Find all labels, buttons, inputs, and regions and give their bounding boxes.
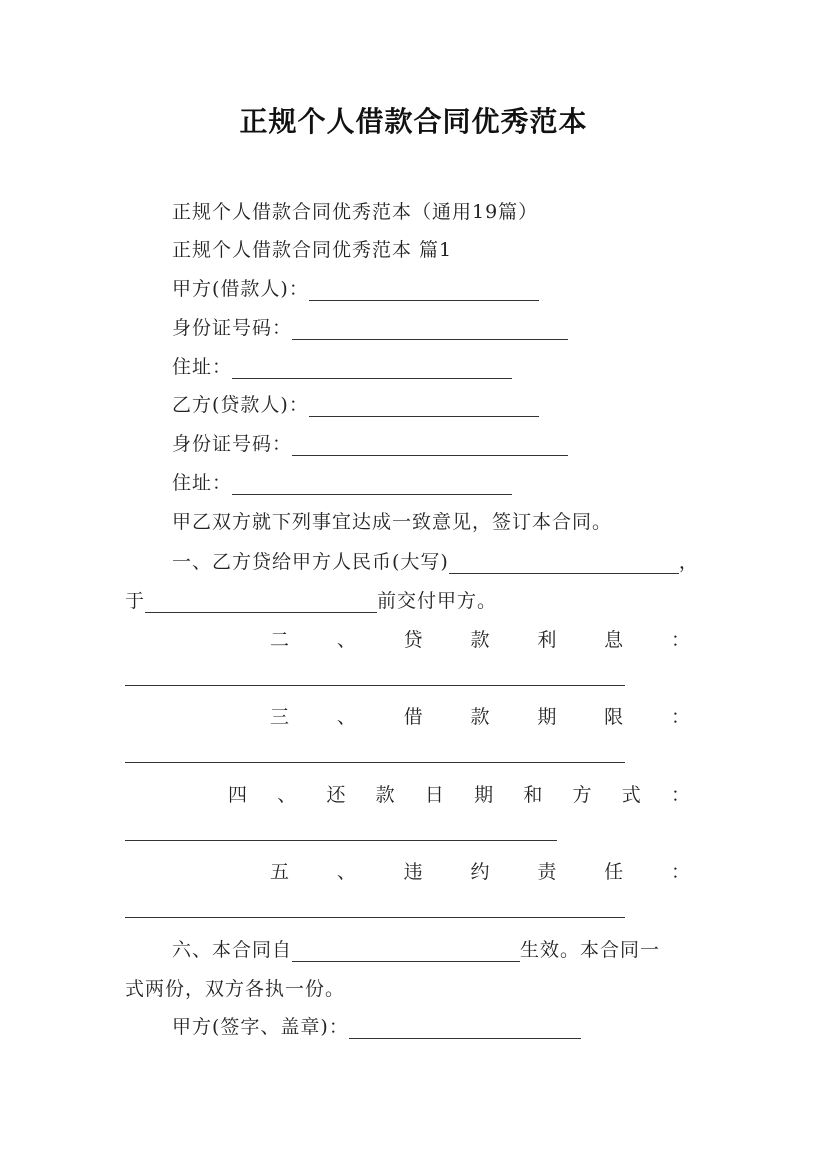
clause-5-char: 任	[604, 861, 624, 883]
clause-5-char: 约	[470, 861, 490, 883]
id-line-2	[172, 432, 568, 456]
clause-1-yu: 于	[125, 590, 146, 612]
clause-3-char: 借	[403, 706, 423, 728]
sign-a-label: 甲方(签字、盖章)：	[172, 1016, 349, 1038]
clause-4-blank[interactable]	[125, 840, 557, 841]
id-label-2: 身份证号码：	[172, 433, 293, 455]
clause-2-char: 款	[470, 629, 490, 651]
clause-4-char: 和	[523, 784, 543, 806]
clause-5-char: ：	[670, 861, 690, 883]
clause-3-char: 款	[470, 706, 490, 728]
address-label-2: 住址：	[172, 472, 233, 494]
clause-5-char: 违	[403, 861, 423, 883]
clause-5-blank[interactable]	[125, 917, 625, 918]
id-label-1: 身份证号码：	[172, 317, 293, 339]
address-blank-1[interactable]	[232, 358, 512, 379]
clause-2-heading	[125, 628, 690, 652]
clause-2-char: 二	[270, 629, 290, 651]
party-b-label: 乙方(贷款人)：	[172, 394, 309, 416]
clause-3-char: 、	[336, 706, 356, 728]
sign-a-blank[interactable]	[349, 1018, 581, 1039]
document-title: 正规个人借款合同优秀范本	[239, 105, 588, 138]
id-blank-2[interactable]	[292, 435, 568, 456]
clause-4-char: 方	[572, 784, 592, 806]
clause-5-char: 责	[537, 861, 557, 883]
agreement-text: 甲乙双方就下列事宜达成一致意见，签订本合同。	[172, 511, 613, 533]
clause-5-char: 、	[336, 861, 356, 883]
sign-a-line	[172, 1015, 581, 1039]
clause-1-text: 一、乙方贷给甲方人民币(大写)	[172, 551, 449, 573]
clause-3-char: 三	[270, 706, 290, 728]
party-b-line	[172, 393, 539, 417]
clause-4-char: 款	[375, 784, 395, 806]
party-a-blank[interactable]	[309, 280, 539, 301]
id-line-1	[172, 316, 568, 340]
clause-6-line	[172, 938, 660, 962]
clause-4-char: 、	[277, 784, 297, 806]
clause-4-char: 式	[621, 784, 641, 806]
clause-2-char: 贷	[403, 629, 423, 651]
id-blank-1[interactable]	[292, 319, 568, 340]
amount-blank[interactable]	[449, 553, 679, 574]
clause-5-heading	[125, 860, 690, 884]
section-heading: 正规个人借款合同优秀范本 篇1	[172, 239, 453, 261]
clause-4-char: 四	[228, 784, 248, 806]
clause-6-start: 六、本合同自	[172, 939, 293, 961]
date-blank[interactable]	[145, 592, 377, 613]
clause-4-char: ：	[670, 784, 690, 806]
clause-1-cont	[125, 589, 497, 613]
document-subtitle: 正规个人借款合同优秀范本（通用19篇）	[172, 201, 539, 223]
clause-1-comma: ，	[678, 551, 699, 573]
clause-6-end: 生效。本合同一	[520, 939, 661, 961]
effective-date-blank[interactable]	[292, 941, 520, 962]
clause-1-end: 前交付甲方。	[377, 590, 498, 612]
clause-2-char: 息	[604, 629, 624, 651]
clause-3-heading	[125, 705, 690, 729]
clause-3-char: ：	[670, 706, 690, 728]
clause-4-char: 还	[326, 784, 346, 806]
clause-4-heading	[125, 783, 690, 807]
clause-5-char: 五	[270, 861, 290, 883]
address-line-2	[172, 471, 512, 495]
address-line-1	[172, 355, 512, 379]
clause-2-char: 利	[537, 629, 557, 651]
clause-2-char: 、	[336, 629, 356, 651]
clause-3-char: 期	[537, 706, 557, 728]
clause-6-cont: 式两份，双方各执一份。	[125, 978, 346, 1000]
clause-2-char: ：	[670, 629, 690, 651]
clause-3-char: 限	[604, 706, 624, 728]
clause-4-char: 期	[474, 784, 494, 806]
party-a-line	[172, 277, 539, 301]
party-b-blank[interactable]	[309, 396, 539, 417]
clause-3-blank[interactable]	[125, 762, 625, 763]
clause-2-blank[interactable]	[125, 685, 625, 686]
party-a-label: 甲方(借款人)：	[172, 278, 309, 300]
clause-1-line	[172, 550, 699, 574]
address-blank-2[interactable]	[232, 474, 512, 495]
clause-4-char: 日	[424, 784, 444, 806]
address-label-1: 住址：	[172, 356, 233, 378]
